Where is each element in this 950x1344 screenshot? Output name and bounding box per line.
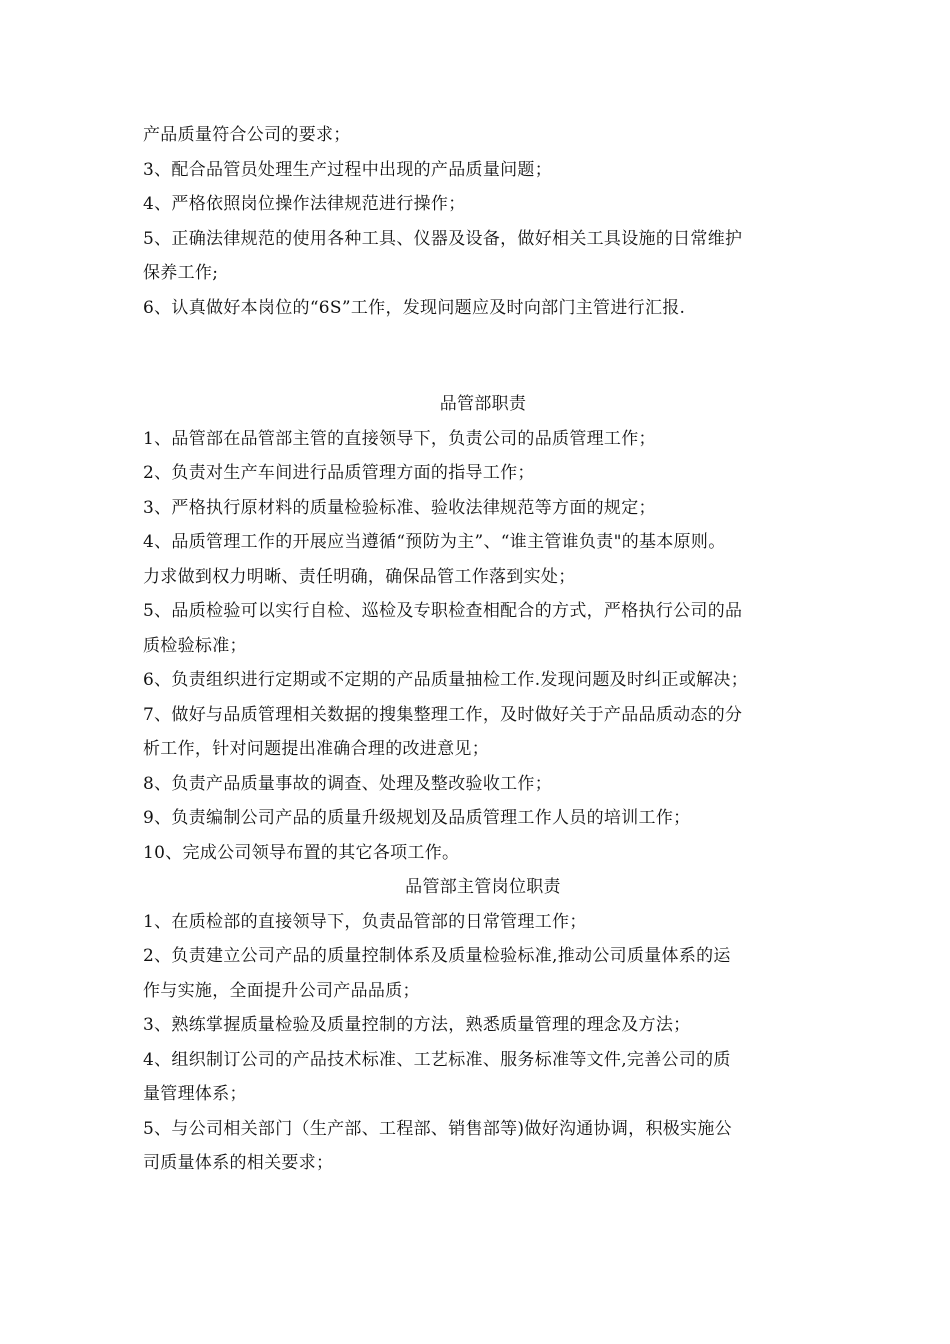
section-title: 品管部主管岗位职责 xyxy=(405,877,561,897)
text-line: 7、做好与品质管理相关数据的搜集整理工作，及时做好关于产品品质动态的分 xyxy=(143,704,743,725)
text-line: 司质量体系的相关要求； xyxy=(143,1153,334,1173)
text-line: 3、严格执行原材料的质量检验标准、验收法律规范等方面的规定； xyxy=(143,497,656,518)
text-line: 量管理体系； xyxy=(143,1084,247,1104)
document-page xyxy=(143,118,823,1181)
text-line: 2、负责对生产车间进行品质管理方面的指导工作； xyxy=(143,463,535,483)
text-line: 析工作，针对问题提出准确合理的改进意见； xyxy=(143,739,489,759)
text-line: 质检验标准； xyxy=(143,635,247,656)
text-line: 1、品管部在品管部主管的直接领导下，负责公司的品质管理工作； xyxy=(143,428,656,449)
text-line: 力求做到权力明晰、责任明确，确保品管工作落到实处； xyxy=(143,566,576,587)
text-line: 4、品质管理工作的开展应当遵循“预防为主”、“谁主管谁负责"的基本原则。 xyxy=(143,532,726,552)
text-line: 4、严格依照岗位操作法律规范进行操作； xyxy=(143,194,466,214)
text-line: 3、配合品管员处理生产过程中出现的产品质量问题； xyxy=(143,159,553,180)
text-line: 作与实施，全面提升公司产品品质； xyxy=(143,980,420,1001)
text-line: 2、负责建立公司产品的质量控制体系及质量检验标准,推动公司质量体系的运 xyxy=(143,946,731,966)
text-line: 8、负责产品质量事故的调查、处理及整改验收工作； xyxy=(143,773,553,794)
section-spacer xyxy=(143,325,823,387)
text-line: 6、认真做好本岗位的“6S”工作，发现问题应及时向部门主管进行汇报. xyxy=(143,297,686,318)
text-line: 5、品质检验可以实行自检、巡检及专职检查相配合的方式，严格执行公司的品 xyxy=(143,601,743,621)
text-line: 6、负责组织进行定期或不定期的产品质量抽检工作.发现问题及时纠正或解决； xyxy=(143,670,749,690)
text-line: 5、与公司相关部门（生产部、工程部、销售部等)做好沟通协调，积极实施公 xyxy=(143,1118,732,1139)
section-title: 品管部职责 xyxy=(439,394,527,414)
section-continuation xyxy=(143,118,823,325)
section-qc-department-duties xyxy=(143,387,823,870)
text-line: 4、组织制订公司的产品技术标准、工艺标准、服务标准等文件,完善公司的质 xyxy=(143,1049,731,1070)
text-line: 1、在质检部的直接领导下，负责品管部的日常管理工作； xyxy=(143,911,587,932)
text-line: 产品质量符合公司的要求； xyxy=(143,125,351,145)
text-line: 9、负责编制公司产品的质量升级规划及品质管理工作人员的培训工作； xyxy=(143,808,691,828)
section-qc-manager-duties xyxy=(143,870,823,1181)
text-line: 保养工作; xyxy=(143,263,219,283)
text-line: 3、熟练掌握质量检验及质量控制的方法，熟悉质量管理的理念及方法； xyxy=(143,1015,691,1035)
text-line: 10、完成公司领导布置的其它各项工作。 xyxy=(143,842,460,863)
text-line: 5、正确法律规范的使用各种工具、仪器及设备，做好相关工具设施的日常维护 xyxy=(143,228,743,249)
